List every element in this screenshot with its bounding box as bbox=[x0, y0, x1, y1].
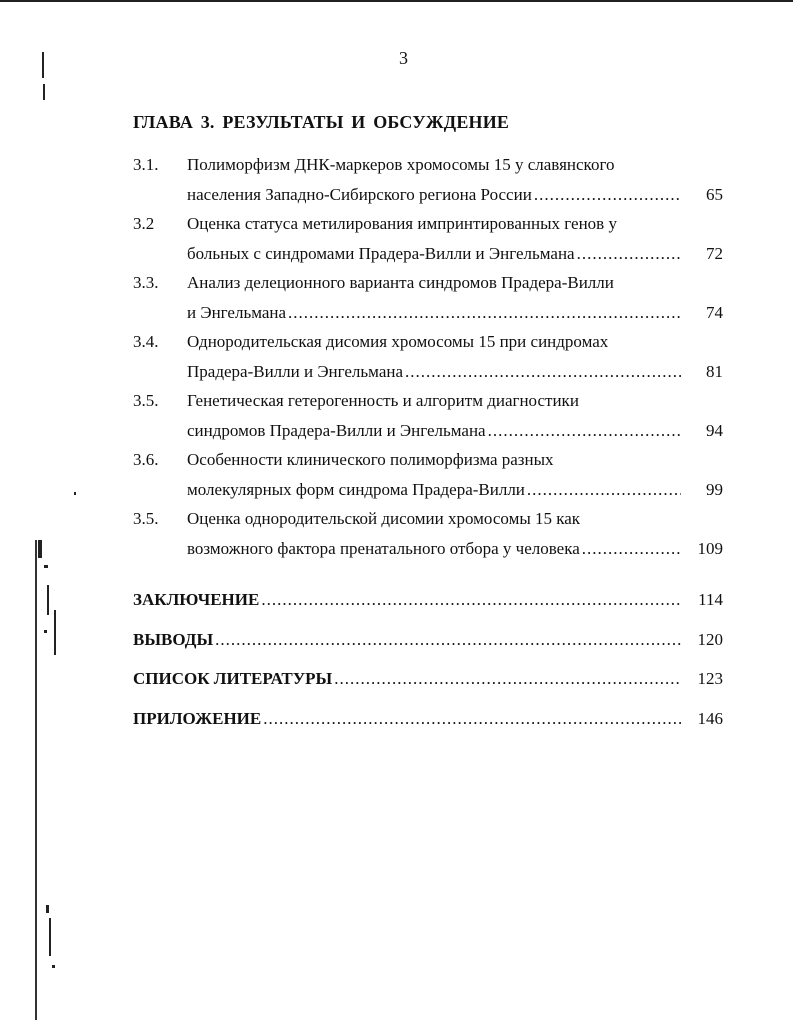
section-number: 3.4. bbox=[133, 332, 159, 351]
entry-page: 114 bbox=[698, 590, 723, 609]
toc-entry-appendix bbox=[133, 699, 723, 739]
toc-main-entries bbox=[133, 580, 723, 738]
entry-page: 146 bbox=[697, 708, 723, 728]
section-page: 72 bbox=[706, 243, 723, 263]
scan-mark bbox=[43, 84, 45, 100]
section-page: 74 bbox=[706, 302, 723, 322]
section-page: 99 bbox=[706, 479, 723, 499]
section-title-line2-row bbox=[187, 239, 723, 269]
section-page: 109 bbox=[697, 538, 723, 558]
section-title-line1: Оценка статуса метилирования импринтированных генов у bbox=[187, 214, 617, 233]
section-number: 3.5. bbox=[133, 391, 159, 410]
entry-page: 120 bbox=[697, 629, 723, 649]
section-title-line1: Особенности клинического полиморфизма разных bbox=[187, 450, 554, 469]
section-number: 3.1. bbox=[133, 155, 159, 174]
toc-entry-3-5 bbox=[133, 386, 723, 445]
toc-entry-3-1 bbox=[133, 150, 723, 209]
section-page: 94 bbox=[706, 420, 723, 440]
leader-dots bbox=[261, 580, 681, 620]
section-title-line2-row bbox=[187, 416, 723, 446]
section-number: 3.2 bbox=[133, 214, 155, 233]
scan-mark bbox=[47, 585, 49, 615]
leader-dots bbox=[263, 699, 681, 739]
section-number: 3.5. bbox=[133, 509, 159, 528]
section-title-line2: больных с синдромами Прадера-Вилли и Энгельмана bbox=[187, 243, 575, 263]
scan-mark bbox=[46, 905, 49, 913]
section-title-line2: населения Западно-Сибирского региона России bbox=[187, 184, 532, 204]
section-title-line1: Однородительская дисомия хромосомы 15 при синдромах bbox=[187, 332, 609, 351]
section-number: 3.3. bbox=[133, 273, 159, 292]
leader-dots bbox=[527, 475, 681, 505]
scan-mark bbox=[54, 610, 56, 655]
leader-dots bbox=[488, 416, 681, 446]
leader-dots bbox=[534, 180, 681, 210]
scan-mark bbox=[74, 492, 76, 495]
section-title-line2-row bbox=[187, 475, 723, 505]
section-title-line2: возможного фактора пренатального отбора у человека bbox=[187, 538, 580, 558]
toc-entry-3-6 bbox=[133, 445, 723, 504]
section-title-line1: Полиморфизм ДНК-маркеров хромосомы 15 у славянского bbox=[187, 155, 615, 174]
chapter-title: ГЛАВА 3. РЕЗУЛЬТАТЫ И ОБСУЖДЕНИЕ bbox=[133, 112, 510, 132]
leader-dots bbox=[577, 239, 681, 269]
section-page: 65 bbox=[706, 184, 723, 204]
leader-dots bbox=[215, 620, 681, 660]
section-title-line2: Прадера-Вилли и Энгельмана bbox=[187, 361, 404, 381]
toc-entry-findings bbox=[133, 620, 723, 660]
toc-entry-3-7 bbox=[133, 504, 723, 563]
section-title-line1: Генетическая гетерогенность и алгоритм диагностики bbox=[187, 391, 579, 410]
entry-label: ВЫВОДЫ bbox=[133, 629, 214, 649]
entry-label: СПИСОК ЛИТЕРАТУРЫ bbox=[133, 669, 333, 688]
toc-entry-conclusion bbox=[133, 580, 723, 620]
toc-entry-3-2 bbox=[133, 209, 723, 268]
section-title-line2-row bbox=[187, 357, 723, 387]
section-title-line2: и Энгельмана bbox=[187, 302, 287, 322]
entry-label: ЗАКЛЮЧЕНИЕ bbox=[133, 590, 260, 609]
page-number: 3 bbox=[399, 48, 408, 68]
section-title-line2-row bbox=[187, 180, 723, 210]
section-page: 81 bbox=[706, 361, 723, 381]
section-title-line2: молекулярных форм синдрома Прадера-Вилли bbox=[187, 479, 525, 499]
section-title-line2-row bbox=[187, 298, 723, 328]
scan-mark bbox=[44, 630, 47, 633]
section-title-line2: синдромов Прадера-Вилли и Энгельмана bbox=[187, 420, 486, 440]
section-number: 3.6. bbox=[133, 450, 159, 469]
toc-entry-3-3 bbox=[133, 268, 723, 327]
section-title-line1: Оценка однородительской дисомии хромосомы 15 как bbox=[187, 509, 581, 528]
leader-dots bbox=[405, 357, 681, 387]
leader-dots bbox=[582, 534, 681, 564]
toc-entry-references bbox=[133, 659, 723, 699]
scan-mark bbox=[49, 918, 51, 956]
toc-sections bbox=[133, 150, 723, 563]
section-title-line2-row bbox=[187, 534, 723, 564]
scan-mark bbox=[38, 540, 42, 558]
section-title-line1: Анализ делеционного варианта синдромов Прадера-Вилли bbox=[187, 273, 614, 292]
scan-mark bbox=[35, 540, 37, 1020]
top-border-line bbox=[0, 0, 793, 2]
leader-dots bbox=[288, 298, 681, 328]
entry-label: ПРИЛОЖЕНИЕ bbox=[133, 708, 262, 728]
entry-page: 123 bbox=[697, 669, 723, 688]
leader-dots bbox=[334, 659, 681, 699]
scan-mark bbox=[52, 965, 55, 968]
toc-entry-3-4 bbox=[133, 327, 723, 386]
scan-mark bbox=[44, 565, 48, 568]
